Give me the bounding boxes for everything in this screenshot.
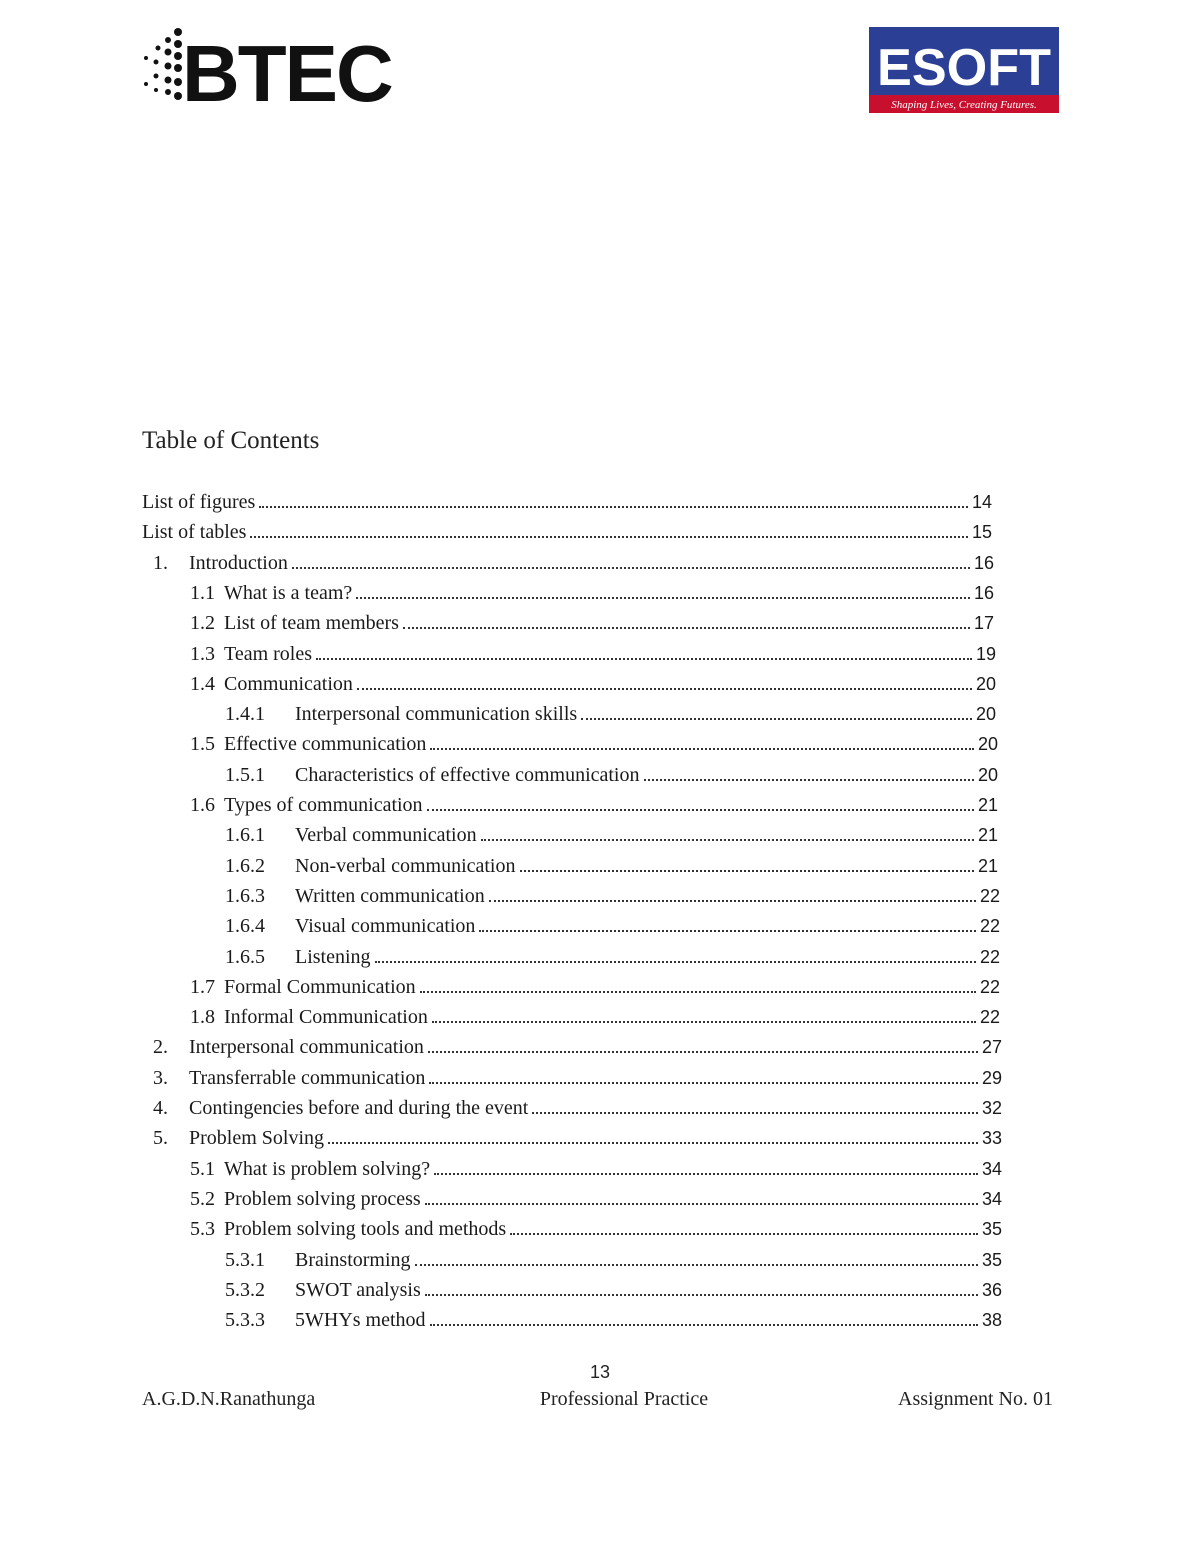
toc-leader-dots <box>425 1294 978 1296</box>
toc-entry-number: 1.3 <box>190 642 215 665</box>
toc-entry-number: 5.3.1 <box>225 1248 265 1271</box>
toc-entry-label: List of team members <box>224 612 399 635</box>
toc-leader-dots <box>420 991 976 993</box>
toc-entry-page: 19 <box>975 643 996 664</box>
toc-entry-label: Communication <box>224 672 353 695</box>
toc-entry-number: 5.3.3 <box>225 1309 265 1332</box>
toc-entry-page: 16 <box>973 552 994 573</box>
toc-entry-label: Team roles <box>224 642 313 665</box>
toc-entry[interactable] <box>190 793 998 817</box>
toc-entry-number: 1.5 <box>190 733 215 756</box>
toc-entry[interactable] <box>225 945 1000 969</box>
toc-entry-number: 5.2 <box>190 1187 215 1210</box>
toc-entry[interactable] <box>142 520 992 544</box>
btec-logo <box>138 26 392 118</box>
toc-entry[interactable] <box>225 914 1000 938</box>
toc-entry[interactable] <box>190 581 994 605</box>
toc-entry-page: 22 <box>979 976 1000 997</box>
toc-entry-page: 27 <box>981 1037 1002 1058</box>
toc-entry-label: Interpersonal communication <box>189 1036 424 1059</box>
toc-entry-number: 1.6.1 <box>225 824 265 847</box>
esoft-logo <box>869 27 1059 113</box>
toc-leader-dots <box>356 597 970 599</box>
toc-leader-dots <box>430 748 974 750</box>
footer-page-number: 13 <box>589 1362 611 1382</box>
toc-entry-number: 1.8 <box>190 1006 215 1029</box>
toc-entry-number: 1.6.5 <box>225 945 265 968</box>
toc-leader-dots <box>250 536 968 538</box>
toc-leader-dots <box>479 930 976 932</box>
toc-leader-dots <box>357 688 972 690</box>
toc-entry-number: 1. <box>153 551 168 574</box>
toc-entry-number: 5. <box>153 1127 168 1150</box>
toc-entry-page: 15 <box>971 522 992 543</box>
toc-leader-dots <box>510 1233 978 1235</box>
toc-entry-number: 1.5.1 <box>225 763 265 786</box>
toc-entry-label: What is problem solving? <box>224 1157 431 1180</box>
toc-entry-label: Problem Solving <box>189 1127 325 1150</box>
toc-entry-label: Written communication <box>295 884 485 907</box>
toc-entry-label: Problem solving tools and methods <box>224 1218 507 1241</box>
toc-entry-page: 16 <box>973 582 994 603</box>
toc-leader-dots <box>430 1324 978 1326</box>
toc-entry-label: List of figures <box>142 491 256 513</box>
toc-entry[interactable] <box>225 823 998 847</box>
btec-logo-text: BTEC <box>182 29 392 118</box>
toc-entry-page: 29 <box>981 1067 1002 1088</box>
toc-entry-label: Contingencies before and during the event <box>189 1097 529 1119</box>
toc-entry-page: 17 <box>973 613 994 634</box>
toc-entry-label: Formal Communication <box>224 975 416 998</box>
toc-entry-number: 2. <box>153 1036 168 1059</box>
toc-entry[interactable] <box>153 1066 1002 1090</box>
footer-author: A.G.D.N.Ranathunga <box>142 1388 316 1410</box>
toc-entry-number: 1.6.3 <box>225 884 265 907</box>
toc-entry[interactable] <box>190 1157 1002 1181</box>
esoft-logo-text: ESOFT <box>877 39 1052 97</box>
toc-entry-number: 1.1 <box>190 581 215 604</box>
toc-entry-label: Informal Communication <box>224 1006 428 1029</box>
toc-entry[interactable] <box>153 1035 1002 1059</box>
footer-subject: Professional Practice <box>539 1388 709 1410</box>
toc-entry-number: 1.4 <box>190 672 215 695</box>
toc-entry-label: Problem solving process <box>224 1187 421 1210</box>
esoft-logo-tagline: Shaping Lives, Creating Futures. <box>891 99 1037 111</box>
toc-entry-label: Types of communication <box>224 794 423 816</box>
toc-entry[interactable] <box>190 672 996 696</box>
toc-leader-dots <box>328 1142 978 1144</box>
toc-entry-label: What is a team? <box>224 581 353 604</box>
toc-entry-page: 20 <box>977 734 998 755</box>
toc-entry[interactable] <box>225 763 998 787</box>
toc-entry-label: SWOT analysis <box>295 1278 421 1301</box>
toc-leader-dots <box>403 627 970 629</box>
btec-dots-icon <box>138 26 186 106</box>
toc-entry-label: 5WHYs method <box>295 1309 426 1332</box>
toc-entry-label: Effective communication <box>224 733 427 756</box>
toc-entry-page: 20 <box>975 673 996 694</box>
toc-leader-dots <box>481 839 974 841</box>
toc-entry[interactable] <box>153 551 994 575</box>
toc-entry[interactable] <box>190 1217 1002 1241</box>
toc-leader-dots <box>259 506 968 508</box>
toc-entry-page: 36 <box>981 1279 1002 1300</box>
toc-entry-label: Brainstorming <box>295 1248 411 1271</box>
toc-entry-page: 22 <box>979 885 1000 906</box>
toc-entry-page: 20 <box>977 764 998 785</box>
toc-entry[interactable] <box>225 702 996 726</box>
toc-entry-page: 35 <box>981 1219 1002 1240</box>
toc-leader-dots <box>292 567 970 569</box>
toc-entry-number: 3. <box>153 1066 168 1089</box>
toc-entry-number: 5.3 <box>190 1218 215 1241</box>
toc-entry-page: 22 <box>979 1007 1000 1028</box>
toc-leader-dots <box>532 1112 978 1114</box>
toc-entry-page: 22 <box>979 916 1000 937</box>
toc-leader-dots <box>316 658 972 660</box>
toc-entry-number: 1.4.1 <box>225 703 265 726</box>
toc-entry-label: Interpersonal communication skills <box>295 703 578 726</box>
toc-entry-number: 5.1 <box>190 1157 215 1180</box>
toc-entry-page: 20 <box>975 704 996 725</box>
toc-entry-page: 34 <box>981 1158 1002 1179</box>
toc-entry-number: 1.6.4 <box>225 915 265 938</box>
toc-entry-page: 38 <box>981 1310 1002 1331</box>
toc-entry[interactable] <box>190 1187 1002 1211</box>
toc-leader-dots <box>644 779 974 781</box>
toc-entry[interactable] <box>153 1096 1002 1120</box>
toc-entry[interactable] <box>190 975 1000 999</box>
toc-entry-label: Visual communication <box>295 915 476 938</box>
toc-entry-page: 21 <box>977 855 998 876</box>
toc-entry-number: 1.7 <box>190 975 215 998</box>
toc-entry[interactable] <box>190 732 998 756</box>
toc-leader-dots <box>434 1173 978 1175</box>
toc-leader-dots <box>427 809 974 811</box>
toc-leader-dots <box>489 900 976 902</box>
toc-entry-number: 1.2 <box>190 612 215 635</box>
toc-entry[interactable] <box>190 642 996 666</box>
toc-entry-label: Verbal communication <box>295 824 477 847</box>
toc-entry-number: 1.6 <box>190 794 215 816</box>
toc-title: Table of Contents <box>142 427 320 454</box>
toc-entry[interactable] <box>190 1005 1000 1029</box>
toc-entry-number: 5.3.2 <box>225 1278 265 1301</box>
toc-leader-dots <box>425 1203 978 1205</box>
toc-entry[interactable] <box>225 854 998 878</box>
toc-entry-page: 14 <box>971 492 992 512</box>
toc-entry[interactable] <box>142 490 992 514</box>
toc-entry-page: 21 <box>977 795 998 815</box>
toc-entry-label: Introduction <box>189 551 288 574</box>
toc-entry-page: 21 <box>977 825 998 846</box>
toc-entry-page: 34 <box>981 1188 1002 1209</box>
toc-leader-dots <box>428 1051 978 1053</box>
footer-assignment: Assignment No. 01 <box>898 1388 1053 1410</box>
toc-entry-label: Non-verbal communication <box>295 854 516 877</box>
toc-entry-label: List of tables <box>142 521 247 544</box>
toc-entry[interactable] <box>225 884 1000 908</box>
toc-entry[interactable] <box>225 1248 1002 1272</box>
toc-leader-dots <box>429 1082 978 1084</box>
toc-entry-page: 22 <box>979 946 1000 967</box>
toc-entry[interactable] <box>190 611 994 635</box>
toc-leader-dots <box>375 961 976 963</box>
toc-entry[interactable] <box>225 1278 1002 1302</box>
toc-entry-label: Listening <box>295 945 371 968</box>
toc-leader-dots <box>520 870 974 872</box>
toc-entry-page: 32 <box>981 1098 1002 1118</box>
toc-entry-page: 35 <box>981 1249 1002 1270</box>
toc-entry[interactable] <box>225 1308 1002 1332</box>
toc-leader-dots <box>432 1021 976 1023</box>
toc-entry-number: 1.6.2 <box>225 854 265 877</box>
toc-leader-dots <box>581 718 972 720</box>
toc-entry-page: 33 <box>981 1128 1002 1149</box>
toc-entry[interactable] <box>153 1126 1002 1150</box>
toc-entry-label: Characteristics of effective communication <box>295 763 640 786</box>
toc-leader-dots <box>415 1264 978 1266</box>
toc-entry-label: Transferrable communication <box>189 1066 426 1089</box>
toc-entry-number: 4. <box>153 1097 168 1119</box>
